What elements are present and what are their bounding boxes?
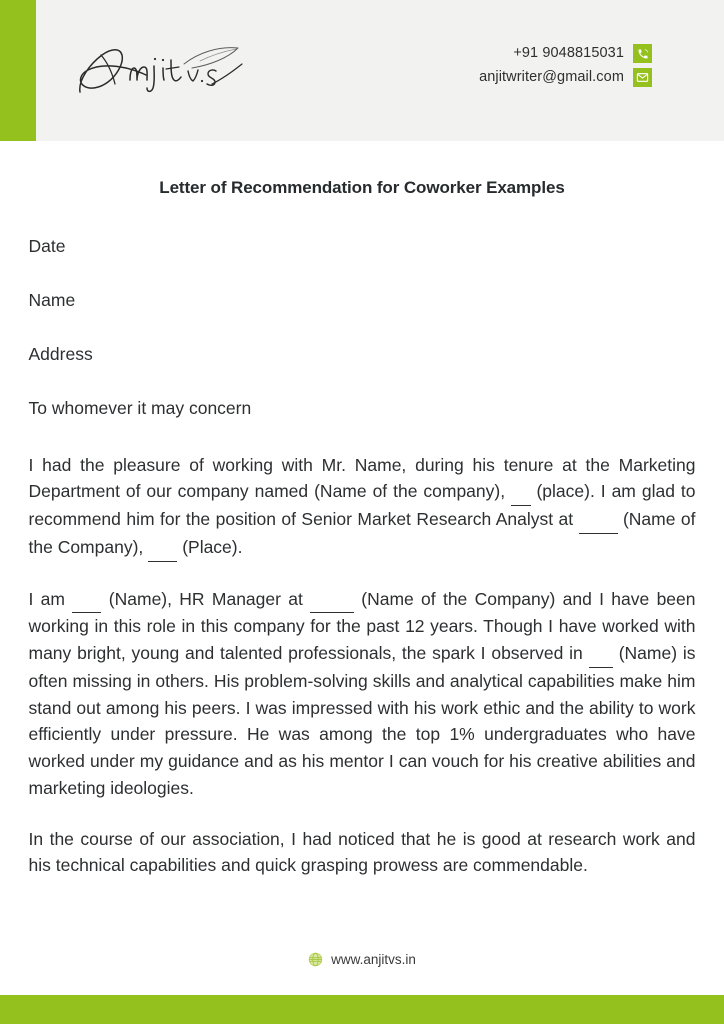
letter-paragraph-1: I had the pleasure of working with Mr. Name, during his tenure at the Marketing Department of our company named (Name of the company), (place). I am glad to recommend him for the position of Senior Market Research Analyst at (Name of the Company), (Place).: [29, 452, 696, 562]
fill-in-blank: [310, 586, 354, 614]
phone-icon: [633, 44, 652, 63]
envelope-icon: [633, 68, 652, 87]
letter-paragraph-3: In the course of our association, I had noticed that he is good at research work and his technical capabilities and quick grasping prowess are commendable.: [28, 828, 696, 876]
brand-logo: [68, 28, 258, 108]
field-date: Date: [28, 236, 66, 256]
field-name: Name: [28, 289, 76, 310]
footer-website[interactable]: [0, 952, 724, 967]
salutation: To whomever it may concern: [28, 397, 252, 418]
page-title: Letter of Recommendation for Coworker Examples: [159, 178, 565, 197]
website-url: www.anjitvs.in: [331, 951, 416, 967]
field-address: Address: [28, 343, 93, 364]
email-address: anjitwriter@gmail.com: [479, 69, 624, 86]
fill-in-blank: [589, 640, 613, 668]
letter-content: [29, 236, 696, 879]
contact-email-row[interactable]: [479, 68, 652, 87]
page-header: [0, 0, 724, 141]
contact-phone-row[interactable]: [513, 44, 652, 63]
fill-in-blank: [72, 586, 101, 614]
header-green-stripe: [0, 0, 36, 141]
fill-in-blank: [511, 478, 530, 506]
fill-in-blank: [148, 534, 177, 562]
contact-info: [479, 44, 652, 87]
letter-paragraph-2: I am (Name), HR Manager at (Name of the Company) and I have been working in this role in this company for the past 12 years. Though I have worked with many bright, young and talented professionals, the spark I observed in (Name) is often missing in others. His problem-solving skills and analytical capabilities make him stand out among his peers. I was impressed with his work ethic and the ability to work efficiently under pressure. He was among the top 1% undergraduates who have worked under my guidance and as his mentor I can vouch for his creative abilities and marketing ideologies.: [29, 586, 696, 802]
document-body: [0, 141, 724, 951]
globe-icon: [308, 952, 323, 967]
phone-number: +91 9048815031: [513, 45, 624, 62]
footer-green-bar: [0, 995, 724, 1024]
fill-in-blank: [579, 506, 618, 534]
